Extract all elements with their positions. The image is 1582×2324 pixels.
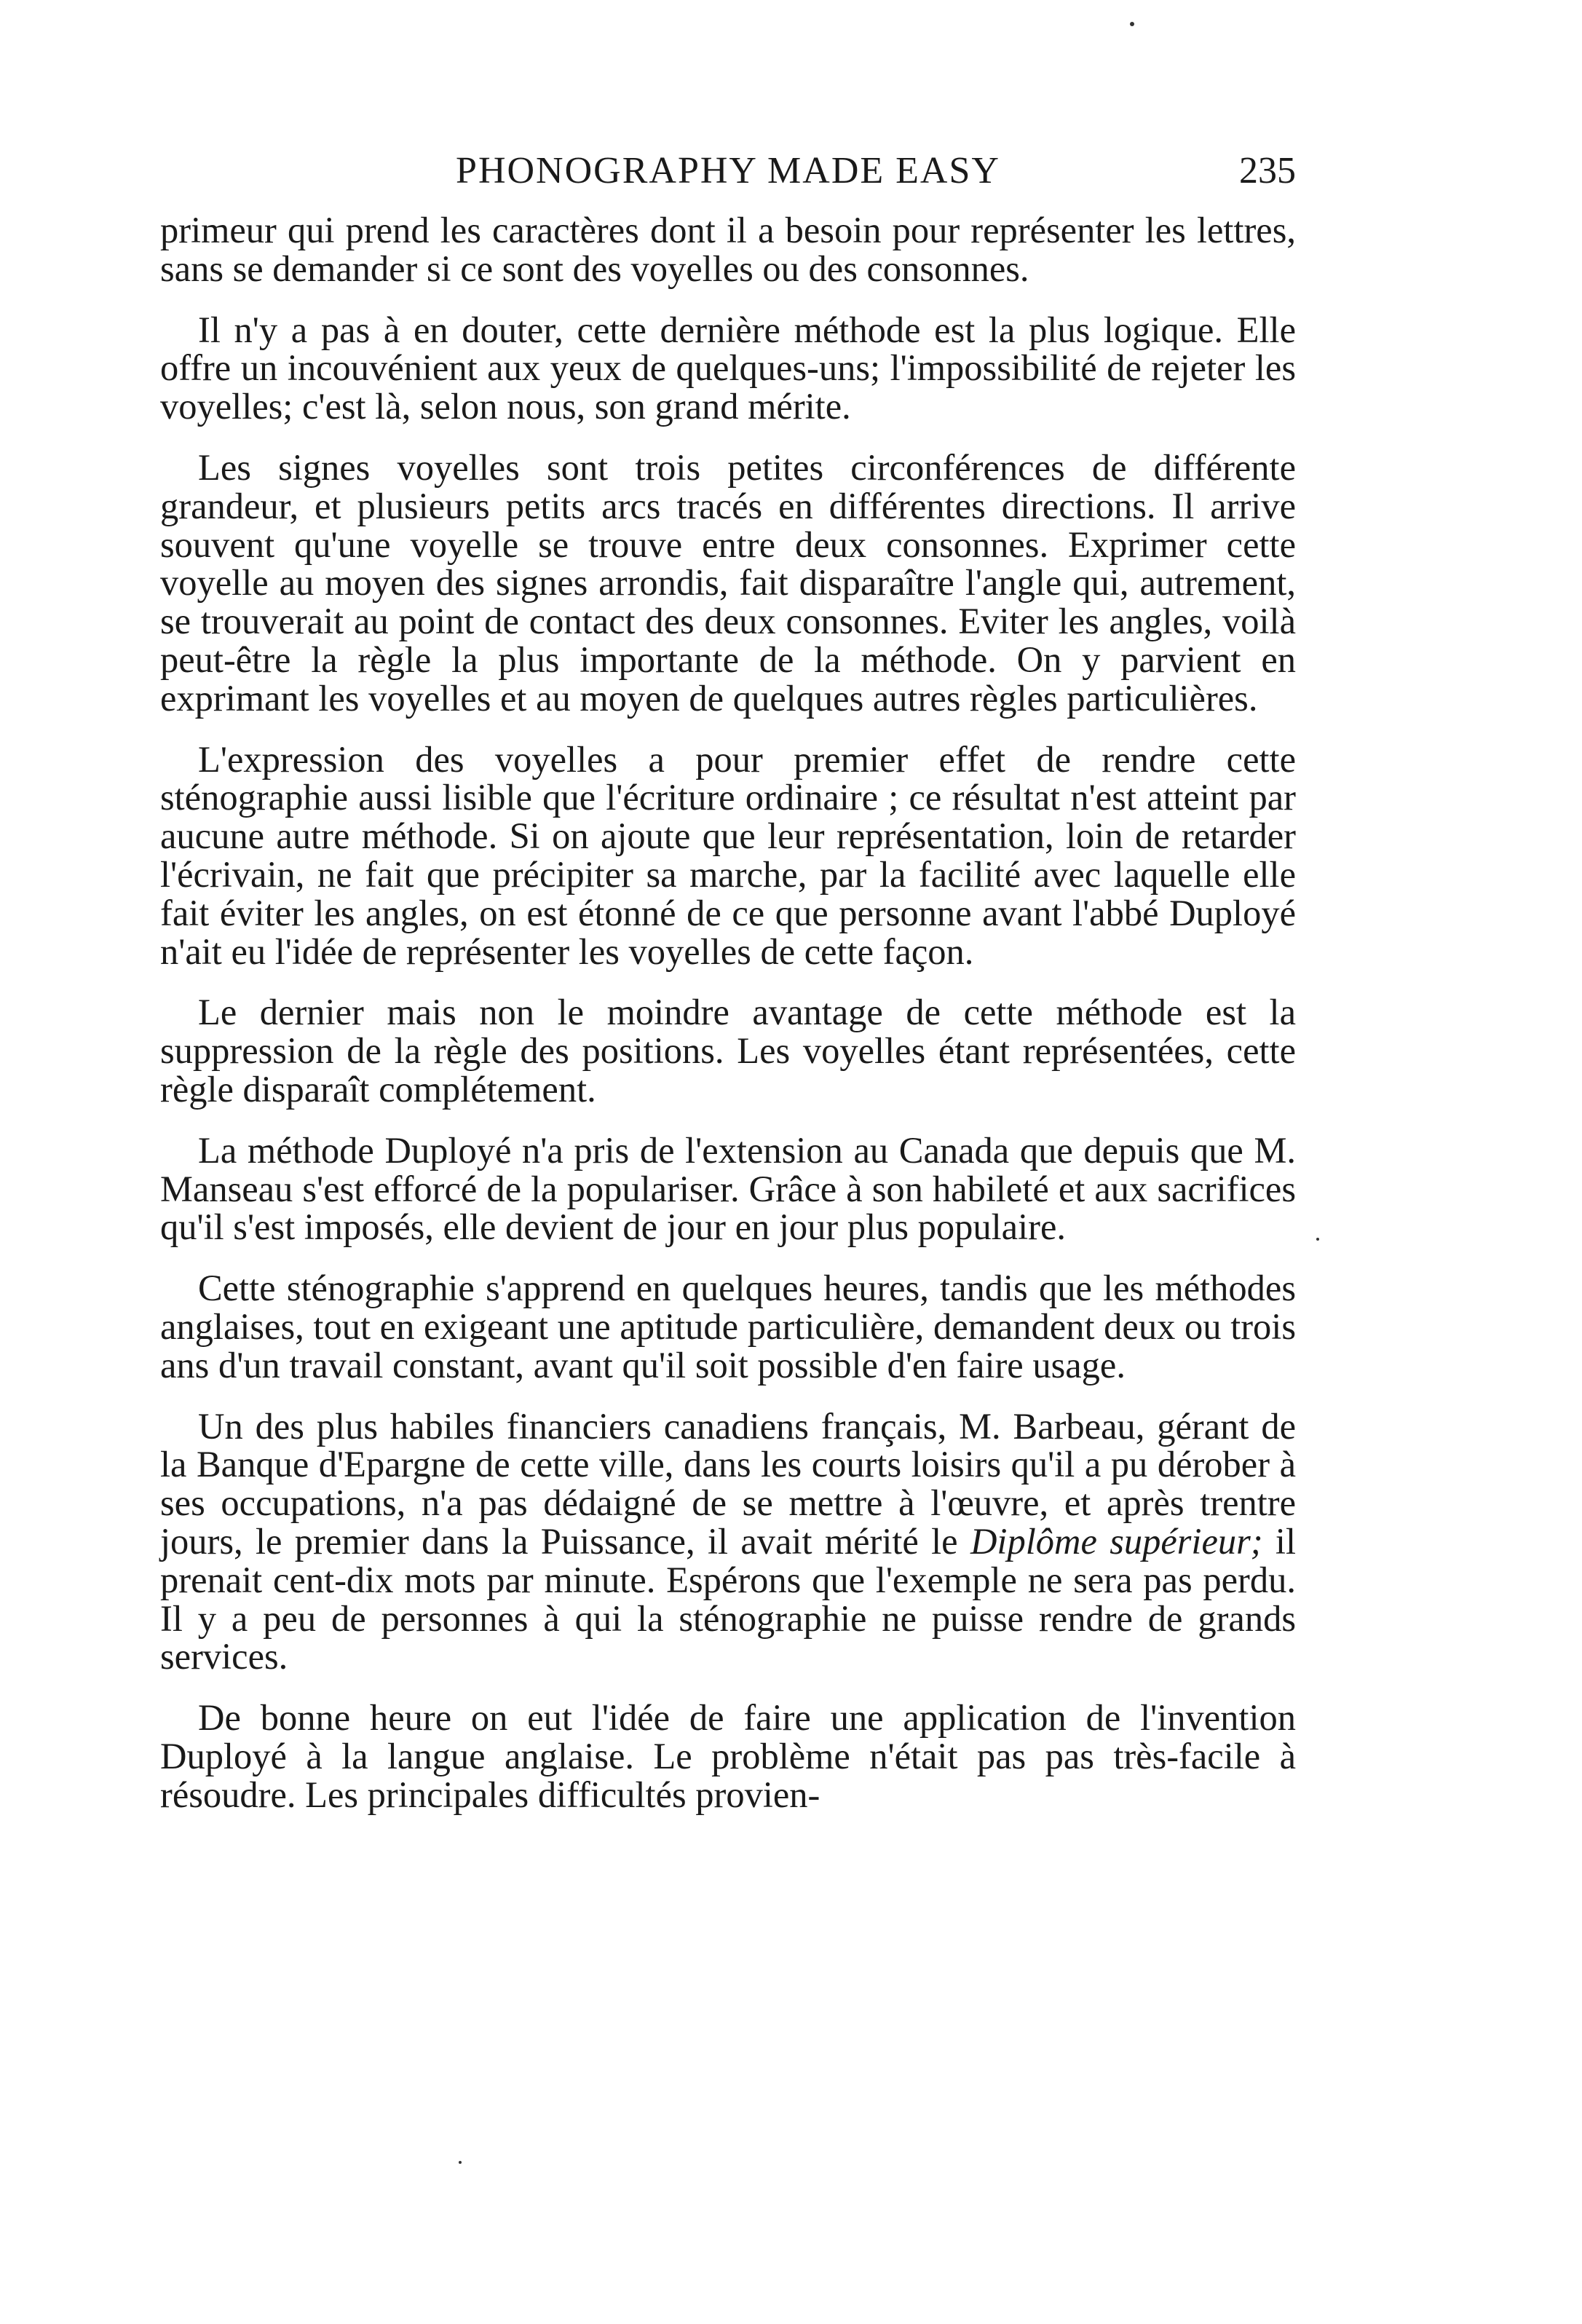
print-speck [459, 2161, 462, 2164]
print-speck [1130, 22, 1134, 26]
running-title: PHONOGRAPHY MADE EASY [456, 150, 1000, 191]
paragraph-logic: Il n'y a pas à en douter, cette dernière méthode est la plus logique. Elle offre un incouvénient aux yeux de quelques-uns; l'impossibilité de rejeter les voyelles; c'est là, selon nous, son grand mérite. [160, 309, 1296, 427]
paragraph-english-application: De bonne heure on eut l'idée de faire une application de l'invention Duployé à la langue anglaise. Le problème n'était pas pas très-facile à résoudre. Les principales difficultés provien- [160, 1697, 1296, 1815]
body-text [160, 211, 1296, 1814]
paragraph-positions-rule: Le dernier mais non le moindre avantage de cette méthode est la suppression de la règle des positions. Les voyelles étant représentées, cette règle disparaît complétement. [160, 992, 1296, 1110]
paragraph-canada: La méthode Duployé n'a pris de l'extension au Canada que depuis que M. Manseau s'est efforcé de la populariser. Grâce à son habileté et aux sacrifices qu'il s'est imposés, elle devient de jour en jour plus populaire. [160, 1129, 1296, 1248]
banker-text-end: il prenait cent-dix mots par minute. Espérons que l'exemple ne sera pas perdu. Il y a peu de personnes à qui la sténographie ne puisse rendre de grands services. [160, 1520, 1296, 1677]
paragraph-vowel-signs: Les signes voyelles sont trois petites circonférences de différente grandeur, et plusieurs petits arcs tracés en différentes directions. Il arrive souvent qu'une voyelle se trouve entre deux consonnes. Exprimer cette voyelle au moyen des signes arrondis, fait disparaître l'angle qui, autrement, se trouverait au point de contact des deux consonnes. Eviter les angles, voilà peut-être la règle la plus importante de la méthode. On y parvient en exprimant les voyelles et au moyen de quelques autres règles particulières. [160, 446, 1296, 719]
banker-text-start: Un des plus habiles financiers canadiens français, M. Barbeau, gérant de la Banque d'Epargne de cette ville, dans les courts loisirs qu'il a pu dérober à ses occupations, n'a pas dédaigné de se mettre à l'œuvre, et après trentre jours, le premier dans la Puissance, il avait mérité le [160, 1405, 1296, 1562]
diploma-title: Diplôme supérieur; [970, 1520, 1263, 1562]
paragraph-banker [160, 1407, 1296, 1677]
paragraph-continuation: primeur qui prend les caractères dont il a besoin pour représenter les lettres, sans se demander si ce sont des voyelles ou des consonnes. [160, 210, 1296, 289]
page-number: 235 [1239, 150, 1296, 191]
paragraph-vowel-expression: L'expression des voyelles a pour premier effet de rendre cette sténographie aussi lisible que l'écriture ordinaire ; ce résultat n'est atteint par aucune autre méthode. Si on ajoute que leur représentation, loin de retarder l'écrivain, ne fait que précipiter sa marche, par la facilité avec laquelle elle fait éviter les angles, on est étonné de ce que personne avant l'abbé Duployé n'ait eu l'idée de représenter les voyelles de cette façon. [160, 738, 1296, 972]
running-head [160, 142, 1296, 200]
print-speck [1316, 1238, 1319, 1241]
paragraph-learning-time: Cette sténographie s'apprend en quelques heures, tandis que les méthodes anglaises, tout en exigeant une aptitude particulière, demandent deux ou trois ans d'un travail constant, avant qu'il soit possible d'en faire usage. [160, 1268, 1296, 1386]
